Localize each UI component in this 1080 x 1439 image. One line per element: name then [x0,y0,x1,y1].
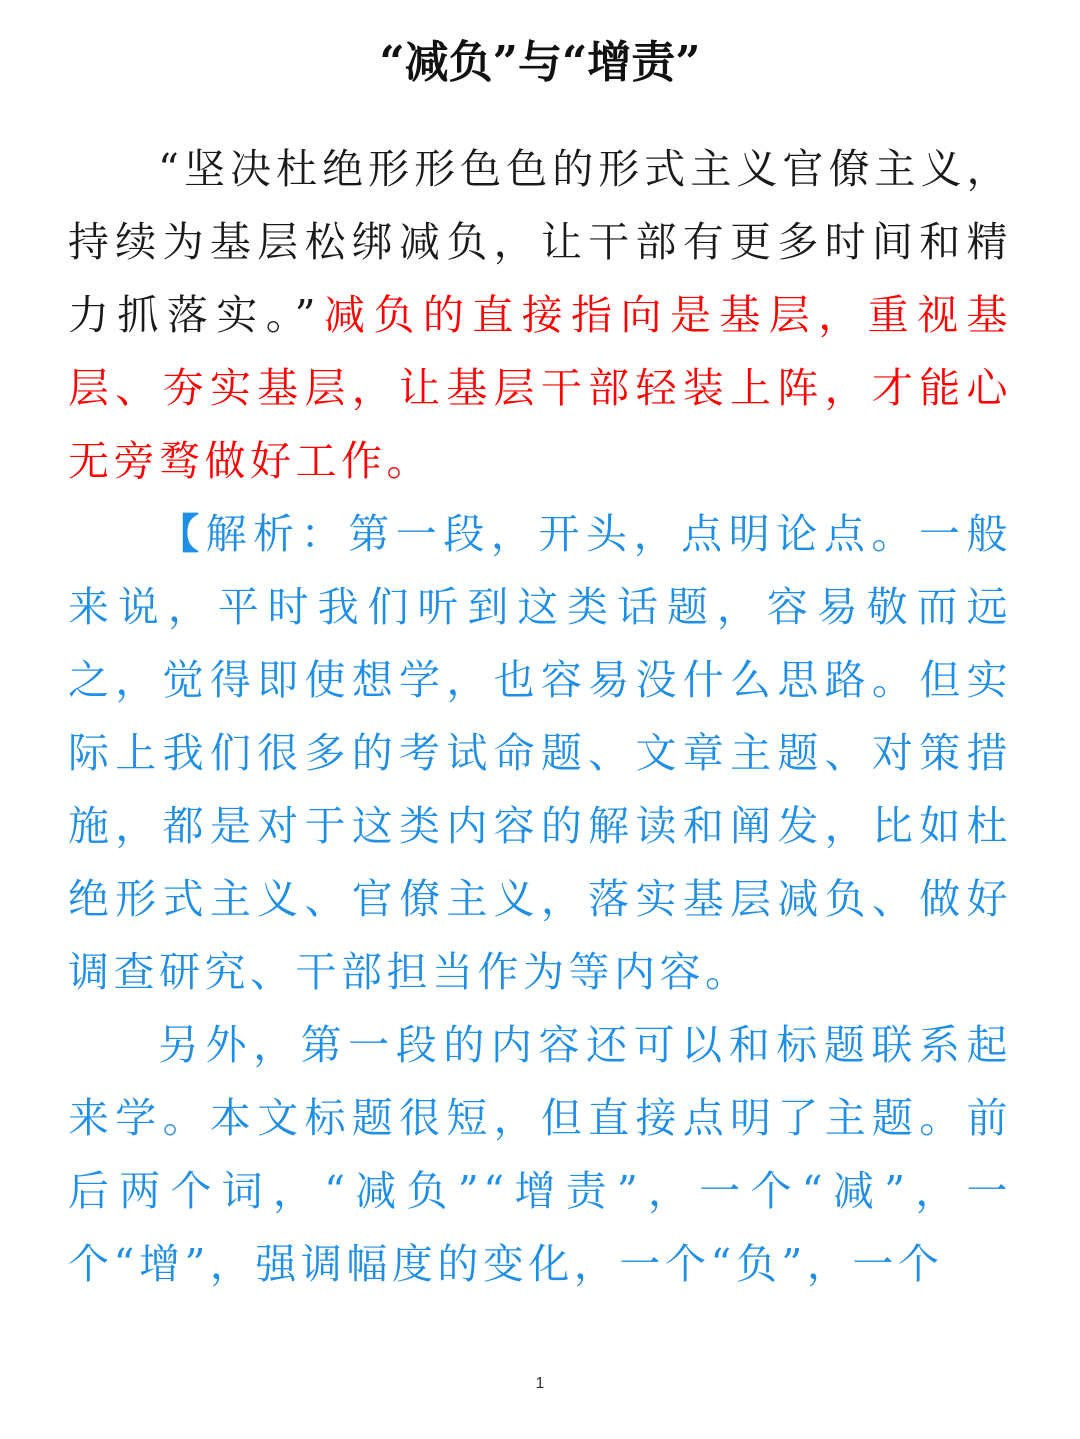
paragraph-title-link [68,1009,1012,1301]
page-number: 1 [535,1375,545,1392]
title-link-text: 另外，第一段的内容还可以和标题联系起来学。本文标题很短，但直接点明了主题。前后两个词，“减负”“增责”，一个“减”，一个“增”，强调幅度的变化，一个“负”，一个 [68,1021,1012,1288]
document-body [68,133,1012,1301]
analysis-bracket: 【 [158,510,206,558]
paragraph-analysis [68,498,1012,1009]
highlighted-text: 减负的直接指向是基层，重视基层、夯实基层，让基层干部轻装上阵，才能心无旁骛做好工作。 [68,291,1012,485]
quote-text: “坚决杜绝形形色色的形式主义官僚主义，持续为基层松绑减负，让干部有更多时间和精力抓落实。” [68,145,1012,339]
document-title: “减负”与“增责” [379,37,701,88]
analysis-text: 解析：第一段，开头，点明论点。一般来说，平时我们听到这类话题，容易敬而远之，觉得即使想学，也容易没什么思路。但实际上我们很多的考试命题、文章主题、对策措施，都是对于这类内容的解读和阐发，比如杜绝形式主义、官僚主义，落实基层减负、做好调查研究、干部担当作为等内容。 [68,510,1013,996]
paragraph-quote [68,133,1012,498]
